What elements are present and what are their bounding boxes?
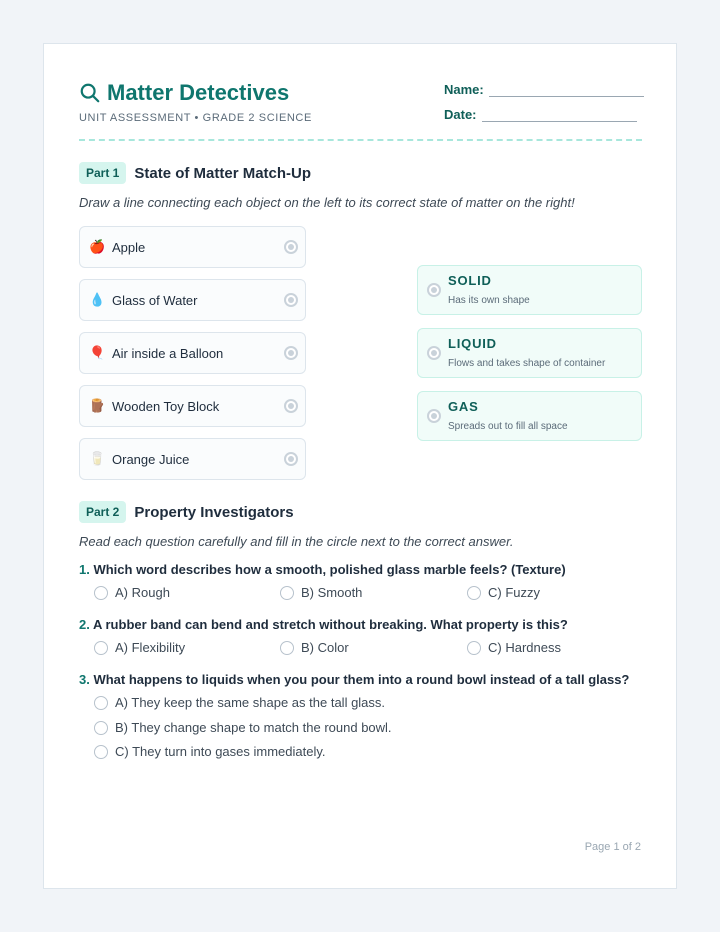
balloon-icon: 🎈 [89,345,106,360]
question-text: A rubber band can bend and stretch without breaking. What property is this? [92,617,568,632]
part1-instructions: Draw a line connecting each object on the left to its correct state of matter on the right! [79,195,575,210]
connector-dot[interactable] [284,399,298,413]
droplet-icon: 💧 [89,292,106,307]
apple-icon: 🍎 [89,239,106,254]
part1-pill: Part 1 [79,162,126,184]
connector-dot[interactable] [284,452,298,466]
answer-option[interactable] [94,695,385,710]
state-card-gas [417,391,642,441]
answer-option[interactable] [94,744,326,759]
object-label: Wooden Toy Block [112,398,220,414]
option-label: A) Flexibility [115,640,186,655]
page-number: Page 1 of 2 [584,841,641,853]
question-number: 1. [79,562,90,577]
name-line[interactable] [489,96,644,97]
page-subtitle: UNIT ASSESSMENT • GRADE 2 SCIENCE [79,112,312,124]
object-label: Glass of Water [112,292,198,308]
state-name: GAS [448,399,479,414]
title-row [79,80,289,106]
radio-circle[interactable] [280,641,294,655]
option-label: B) Color [301,640,349,655]
radio-circle[interactable] [94,745,108,759]
answer-option[interactable] [467,640,561,655]
answer-option[interactable] [94,640,185,655]
answer-option[interactable] [467,585,540,600]
radio-circle[interactable] [94,641,108,655]
date-label: Date: [444,107,477,122]
question-number: 2. [79,617,90,632]
option-label: B) Smooth [301,585,363,600]
radio-circle[interactable] [280,586,294,600]
option-label: C) They turn into gases immediately. [115,744,326,759]
part2-pill: Part 2 [79,501,126,523]
part2-instructions: Read each question carefully and fill in the circle next to the correct answer. [79,534,514,549]
connector-dot[interactable] [284,346,298,360]
connector-dot[interactable] [427,283,441,297]
worksheet-page [43,43,677,889]
state-desc: Flows and takes shape of container [448,358,606,369]
connector-dot[interactable] [284,293,298,307]
object-card-balloon [79,332,306,374]
object-label: Air inside a Balloon [112,345,224,361]
state-name: SOLID [448,273,492,288]
question-text: Which word describes how a smooth, polished glass marble feels? (Texture) [93,562,566,577]
radio-circle[interactable] [467,641,481,655]
object-card-water [79,279,306,321]
option-label: A) Rough [115,585,170,600]
answer-option[interactable] [94,585,170,600]
option-label: A) They keep the same shape as the tall glass. [115,695,386,710]
part1-title: State of Matter Match-Up [134,164,312,182]
cup-icon: 🥛 [89,451,106,466]
part2-title: Property Investigators [134,503,294,521]
option-label: B) They change shape to match the round bowl. [115,720,392,735]
name-field[interactable] [444,82,644,97]
object-label: Orange Juice [112,451,190,467]
state-desc: Has its own shape [448,295,530,306]
state-desc: Spreads out to fill all space [448,421,568,432]
option-label: C) Hardness [488,640,561,655]
connector-dot[interactable] [427,409,441,423]
state-card-liquid [417,328,642,378]
radio-circle[interactable] [94,721,108,735]
state-card-solid [417,265,642,315]
connector-dot[interactable] [284,240,298,254]
answer-option[interactable] [94,720,392,735]
object-label: Apple [112,239,146,255]
question-1 [79,562,566,577]
header-divider [79,139,642,141]
question-2 [79,617,568,632]
option-label: C) Fuzzy [488,585,540,600]
part2-heading [79,501,294,523]
object-card-apple [79,226,306,268]
question-text: What happens to liquids when you pour them into a round bowl instead of a tall glass? [93,672,630,687]
answer-option[interactable] [280,640,349,655]
name-label: Name: [444,82,484,97]
state-name: LIQUID [448,336,497,351]
connector-dot[interactable] [427,346,441,360]
answer-option[interactable] [280,585,362,600]
magnifier-icon [79,82,101,104]
radio-circle[interactable] [94,586,108,600]
date-field[interactable] [444,107,637,122]
question-number: 3. [79,672,90,687]
part1-heading [79,162,311,184]
date-line[interactable] [482,121,637,122]
question-3 [79,672,629,687]
object-card-juice [79,438,306,480]
radio-circle[interactable] [467,586,481,600]
radio-circle[interactable] [94,696,108,710]
page-title: Matter Detectives [107,80,290,105]
object-card-block [79,385,306,427]
wood-icon: 🪵 [89,398,106,413]
